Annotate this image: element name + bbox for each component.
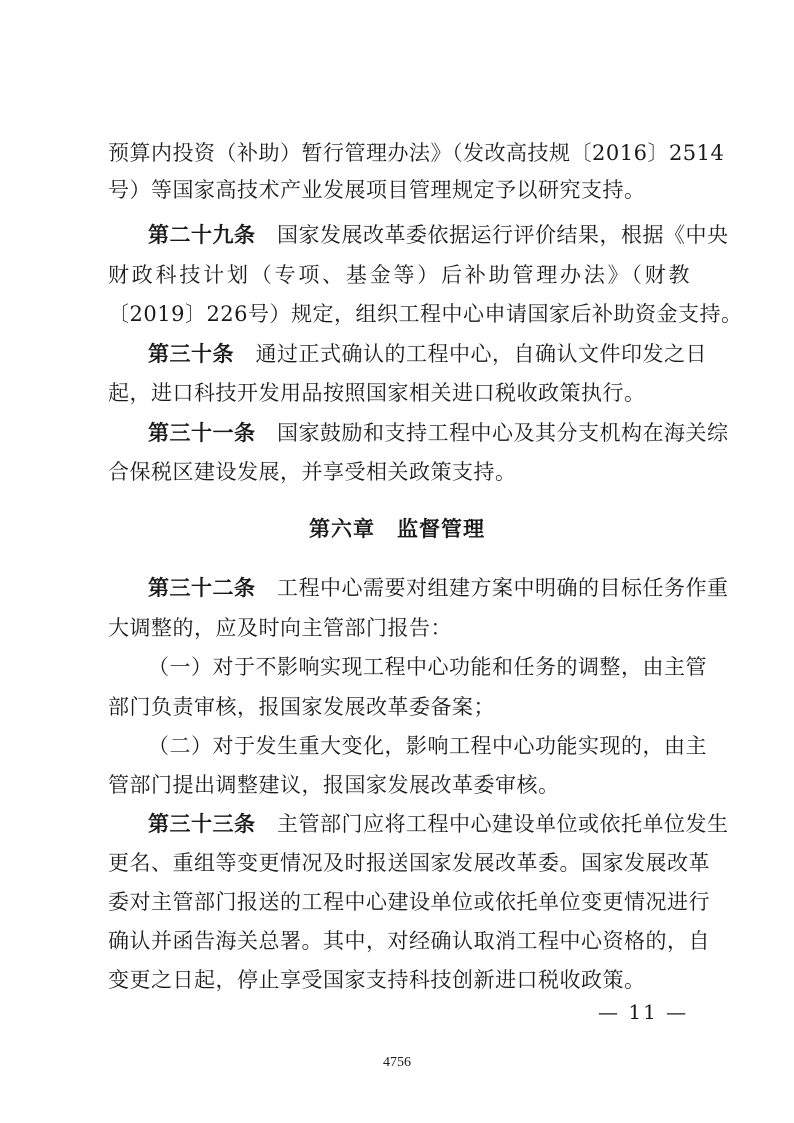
page-number: — 11 — [598, 1000, 689, 1024]
article-31-line-1 [148, 420, 729, 445]
paragraph-line: 财政科技计划（专项、基金等）后补助管理办法》（财教 [108, 263, 690, 287]
article-33-line-1 [148, 811, 729, 836]
paragraph-line: 委对主管部门报送的工程中心建设单位或依托单位变更情况进行 [108, 890, 710, 914]
article-30-text: 通过正式确认的工程中心，自确认文件印发之日 [255, 342, 707, 366]
paragraph-line: 大调整的，应及时向主管部门报告： [108, 616, 452, 640]
chapter-heading: 第六章 监督管理 [309, 516, 485, 541]
paragraph-line: 〔2019〕226号）规定，组织工程中心申请国家后补助资金支持。 [108, 302, 743, 326]
article-30-line-1 [148, 341, 707, 366]
article-29-text: 国家发展改革委依据运行评价结果，根据《中央 [277, 223, 729, 247]
paragraph-line: 部门负责审核，报国家发展改革委备案； [108, 695, 495, 719]
article-30-title: 第三十条 [148, 341, 234, 366]
article-32-title: 第三十二条 [148, 575, 256, 600]
paragraph-line: 确认并函告海关总署。其中，对经确认取消工程中心资格的，自 [108, 929, 710, 953]
article-32-text: 工程中心需要对组建方案中明确的目标任务作重 [277, 576, 729, 600]
paragraph-line: （一）对于不影响实现工程中心功能和任务的调整，由主管 [148, 655, 707, 679]
article-33-title: 第三十三条 [148, 811, 256, 836]
paragraph-line: 更名、重组等变更情况及时报送国家发展改革委。国家发展改革 [108, 851, 710, 875]
paragraph-line: 合保税区建设发展，并享受相关政策支持。 [108, 460, 517, 484]
article-31-title: 第三十一条 [148, 420, 256, 445]
article-29-line-1 [148, 222, 729, 247]
paragraph-line: （二）对于发生重大变化，影响工程中心功能实现的，由主 [148, 734, 707, 758]
paragraph-line: 变更之日起，停止享受国家支持科技创新进口税收政策。 [108, 968, 646, 992]
article-33-text: 主管部门应将工程中心建设单位或依托单位发生 [277, 812, 729, 836]
footer-number: 4756 [383, 1055, 411, 1070]
article-31-text: 国家鼓励和支持工程中心及其分支机构在海关综 [277, 421, 729, 445]
paragraph-line: 预算内投资（补助）暂行管理办法》（发改高技规〔2016〕2514 [108, 141, 725, 165]
paragraph-line: 起，进口科技开发用品按照国家相关进口税收政策执行。 [108, 381, 646, 405]
article-29-title: 第二十九条 [148, 222, 256, 247]
paragraph-line: 管部门提出调整建议，报国家发展改革委审核。 [108, 773, 560, 797]
paragraph-line: 号）等国家高技术产业发展项目管理规定予以研究支持。 [108, 178, 646, 202]
article-32-line-1 [148, 575, 729, 600]
